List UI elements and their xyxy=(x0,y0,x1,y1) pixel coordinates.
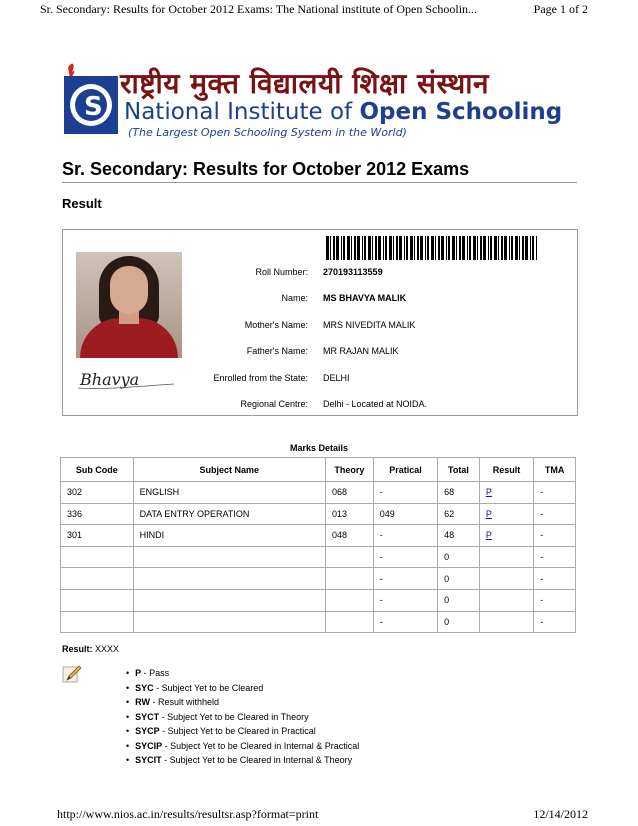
field-value: MRS NIVEDITA MALIK xyxy=(323,320,416,330)
table-cell: 013 xyxy=(325,503,373,525)
table-cell xyxy=(133,589,325,611)
barcode-bar xyxy=(530,236,531,260)
barcode-bar xyxy=(336,236,339,260)
table-cell xyxy=(479,503,533,525)
barcode-bar xyxy=(498,236,499,260)
marks-title: Marks Details xyxy=(289,443,349,453)
barcode-bar xyxy=(525,236,528,260)
table-cell: - xyxy=(534,525,576,547)
barcode-bar xyxy=(536,236,537,260)
print-header-title: Sr. Secondary: Results for October 2012 Exams: The National institute of Open Schoolin... xyxy=(40,2,478,16)
svg-text:S: S xyxy=(84,92,103,122)
barcode-icon xyxy=(326,236,537,260)
barcode-bar xyxy=(399,236,402,260)
barcode-bar xyxy=(456,236,457,260)
barcode-bar xyxy=(341,236,342,260)
legend-item xyxy=(126,724,359,739)
barcode-bar xyxy=(519,236,520,260)
table-cell: 48 xyxy=(438,525,480,547)
print-footer-url: http://www.nios.ac.in/results/resultsr.asp?format=print xyxy=(57,807,319,821)
field-value: DELHI xyxy=(323,373,350,383)
barcode-bar xyxy=(368,236,371,260)
result-legend xyxy=(126,666,359,768)
barcode-bar xyxy=(375,236,377,260)
barcode-bar xyxy=(509,236,510,260)
result-link[interactable]: P xyxy=(485,530,492,541)
table-row xyxy=(61,589,576,611)
barcode-bar xyxy=(488,236,489,260)
column-header: Result xyxy=(479,458,533,482)
table-cell: 049 xyxy=(373,503,437,525)
table-cell xyxy=(479,611,533,633)
student-signature xyxy=(74,364,184,394)
barcode-bar xyxy=(389,236,392,260)
barcode-bar xyxy=(364,236,366,260)
barcode-bar xyxy=(417,236,419,260)
field-label: Enrolled from the State: xyxy=(213,373,308,383)
barcode-bar xyxy=(427,236,429,260)
table-row xyxy=(61,546,576,568)
result-link[interactable]: P xyxy=(485,487,492,498)
legend-code: RW xyxy=(135,697,150,707)
barcode-bar xyxy=(347,236,350,260)
barcode-bar xyxy=(354,236,356,260)
legend-item xyxy=(126,695,359,710)
table-cell: 0 xyxy=(438,611,480,633)
field-label: Regional Centre: xyxy=(240,399,308,409)
print-header-page: Page 1 of 2 xyxy=(533,2,588,16)
field-value: MR RAJAN MALIK xyxy=(323,346,399,356)
column-header: TMA xyxy=(534,458,576,482)
logo-hindi-text: राष्ट्रीय मुक्त विद्यालयी शिक्षा संस्थान xyxy=(120,67,490,100)
table-row xyxy=(61,503,576,525)
table-cell xyxy=(133,568,325,590)
barcode-bar xyxy=(501,236,503,260)
barcode-bar xyxy=(515,236,518,260)
table-cell: ENGLISH xyxy=(133,482,325,504)
table-cell: 048 xyxy=(325,525,373,547)
overall-result xyxy=(62,644,119,654)
legend-description: - Subject Yet to be Cleared in Practical xyxy=(159,726,316,736)
table-cell: HINDI xyxy=(133,525,325,547)
print-footer-date: 12/14/2012 xyxy=(533,807,588,821)
marks-header-row xyxy=(61,458,576,482)
table-cell: - xyxy=(534,546,576,568)
table-cell: - xyxy=(373,482,437,504)
legend-description: - Subject Yet to be Cleared in Theory xyxy=(159,711,309,722)
table-cell: - xyxy=(534,611,576,633)
legend-description: - Subject Yet to be Cleared in Internal & Theory xyxy=(161,755,353,765)
barcode-bar xyxy=(372,236,373,260)
print-header xyxy=(40,0,588,18)
field-value: Delhi - Located at NOIDA. xyxy=(323,399,428,409)
table-cell: 302 xyxy=(61,482,134,504)
section-label: Result xyxy=(62,196,102,211)
signature-text: Bhavya xyxy=(80,370,140,389)
table-cell: - xyxy=(373,546,437,568)
barcode-bar xyxy=(378,236,381,260)
barcode-bar xyxy=(383,236,384,260)
legend-code: SYCT xyxy=(135,711,160,722)
legend-item xyxy=(126,681,359,696)
table-cell xyxy=(325,568,373,590)
barcode-bar xyxy=(362,236,363,260)
table-row xyxy=(61,568,576,590)
table-cell: - xyxy=(534,568,576,590)
legend-code: SYCIT xyxy=(135,755,162,765)
barcode-bar xyxy=(473,236,476,260)
table-cell xyxy=(61,546,134,568)
page-title: Sr. Secondary: Results for October 2012 Exams xyxy=(62,159,470,179)
barcode-bar xyxy=(333,236,335,260)
barcode-bar xyxy=(425,236,426,260)
column-header: Total xyxy=(438,458,480,482)
legend-item xyxy=(126,666,359,681)
logo-tagline: (The Largest Open Schooling System in the World) xyxy=(128,126,407,139)
legend-code: SYCIP xyxy=(135,740,163,751)
table-row xyxy=(61,525,576,547)
column-header: Sub Code xyxy=(61,458,134,482)
table-cell: 68 xyxy=(438,482,480,504)
legend-description: - Result withheld xyxy=(150,697,220,707)
table-cell xyxy=(325,546,373,568)
barcode-bar xyxy=(490,236,492,260)
legend-code: SYC xyxy=(135,682,154,693)
pencil-edit-icon xyxy=(62,664,82,684)
barcode-bar xyxy=(357,236,360,260)
legend-description: - Pass xyxy=(141,668,170,678)
table-cell xyxy=(325,611,373,633)
column-header: Theory xyxy=(325,458,373,482)
table-cell xyxy=(479,482,533,504)
barcode-bar xyxy=(351,236,352,260)
barcode-bar xyxy=(494,236,497,260)
barcode-bar xyxy=(522,236,524,260)
barcode-bar xyxy=(431,236,434,260)
column-header: Subject Name xyxy=(133,458,325,482)
barcode-bar xyxy=(410,236,413,260)
barcode-bar xyxy=(469,236,471,260)
barcode-bar xyxy=(467,236,468,260)
field-value: 270193113559 xyxy=(323,267,383,277)
legend-item xyxy=(126,739,359,754)
legend-description: - Subject Yet to be Cleared xyxy=(153,682,264,693)
result-link[interactable]: P xyxy=(485,508,492,519)
barcode-bar xyxy=(459,236,461,260)
table-cell: 336 xyxy=(61,503,134,525)
result-label: Result: xyxy=(62,644,93,654)
table-cell xyxy=(479,546,533,568)
table-cell xyxy=(325,589,373,611)
table-cell xyxy=(61,611,134,633)
student-photo xyxy=(76,252,182,358)
barcode-bar xyxy=(406,236,408,260)
title-divider xyxy=(62,182,577,183)
barcode-bar xyxy=(393,236,394,260)
barcode-bar xyxy=(532,236,534,260)
barcode-bar xyxy=(438,236,440,260)
field-label: Roll Number: xyxy=(255,267,308,277)
result-value: XXXX xyxy=(95,644,120,654)
print-footer xyxy=(57,806,588,822)
table-cell: 0 xyxy=(438,546,480,568)
table-cell xyxy=(61,589,134,611)
barcode-bar xyxy=(504,236,507,260)
barcode-bar xyxy=(385,236,387,260)
logo-english-text: National Institute of Open Schooling xyxy=(124,99,563,125)
table-cell: 62 xyxy=(438,503,480,525)
field-label: Mother's Name: xyxy=(244,320,308,330)
barcode-bar xyxy=(448,236,450,260)
table-cell: - xyxy=(534,503,576,525)
table-cell: - xyxy=(373,611,437,633)
table-row xyxy=(61,611,576,633)
marks-table xyxy=(60,457,576,633)
barcode-bar xyxy=(446,236,447,260)
barcode-bar xyxy=(483,236,486,260)
barcode-bar xyxy=(330,236,331,260)
barcode-bar xyxy=(435,236,436,260)
column-header: Pratical xyxy=(373,458,437,482)
table-cell xyxy=(479,525,533,547)
barcode-bar xyxy=(511,236,513,260)
table-cell: 068 xyxy=(325,482,373,504)
barcode-bar xyxy=(404,236,405,260)
field-value: MS BHAVYA MALIK xyxy=(323,293,407,303)
barcode-bar xyxy=(462,236,465,260)
legend-code: SYCP xyxy=(135,726,160,736)
field-label: Father's Name: xyxy=(246,346,308,356)
table-cell: - xyxy=(373,525,437,547)
table-cell xyxy=(61,568,134,590)
barcode-bar xyxy=(452,236,455,260)
table-cell: - xyxy=(534,482,576,504)
table-cell xyxy=(133,611,325,633)
legend-description: - Subject Yet to be Cleared in Internal & Practical xyxy=(162,740,360,751)
barcode-bar xyxy=(441,236,444,260)
table-cell xyxy=(133,546,325,568)
table-row xyxy=(61,482,576,504)
table-cell: 0 xyxy=(438,589,480,611)
barcode-bar xyxy=(326,236,329,260)
barcode-bar xyxy=(396,236,398,260)
table-cell xyxy=(479,589,533,611)
legend-item xyxy=(126,710,359,725)
table-cell: - xyxy=(534,589,576,611)
table-cell: 301 xyxy=(61,525,134,547)
table-cell: 0 xyxy=(438,568,480,590)
barcode-bar xyxy=(414,236,415,260)
barcode-bar xyxy=(343,236,345,260)
legend-item xyxy=(126,753,359,768)
table-cell: DATA ENTRY OPERATION xyxy=(133,503,325,525)
barcode-bar xyxy=(477,236,478,260)
legend-code: P xyxy=(135,668,142,678)
table-cell xyxy=(479,568,533,590)
table-cell: - xyxy=(373,568,437,590)
barcode-bar xyxy=(480,236,482,260)
table-cell: - xyxy=(373,589,437,611)
barcode-bar xyxy=(420,236,423,260)
field-label: Name: xyxy=(281,293,308,303)
